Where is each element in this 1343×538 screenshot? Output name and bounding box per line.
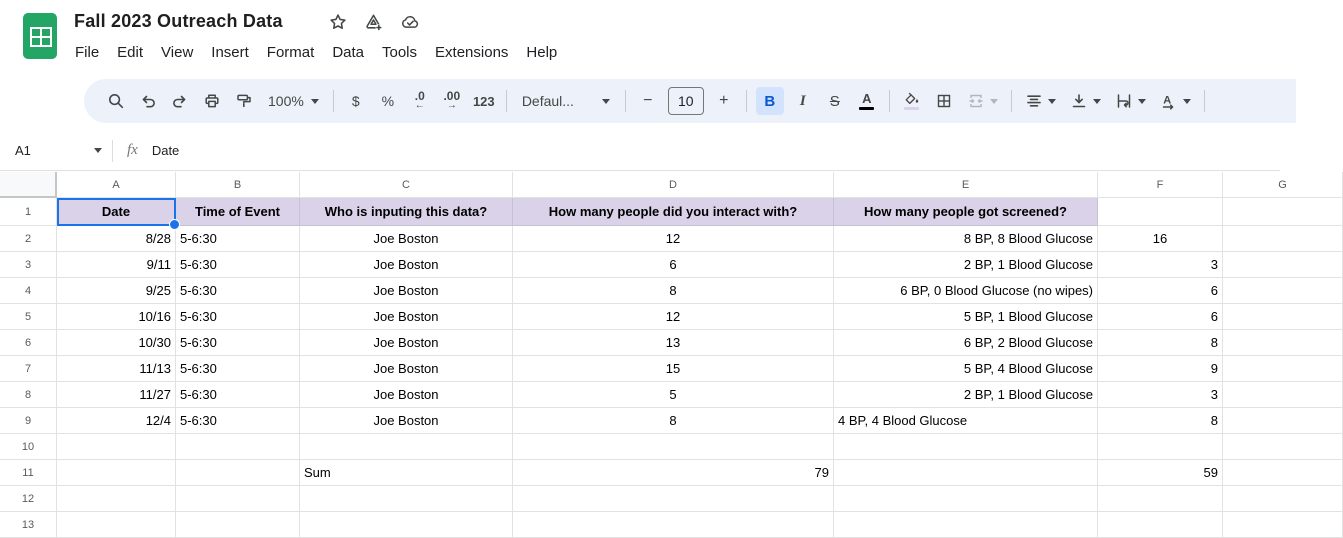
formula-bar xyxy=(0,131,1280,171)
cell-D5[interactable]: 12 xyxy=(513,304,834,330)
cell-E5[interactable]: 5 BP, 1 Blood Glucose xyxy=(834,304,1098,330)
cell-D13[interactable] xyxy=(513,512,834,538)
select-all-corner[interactable] xyxy=(0,172,57,198)
cell-D7[interactable]: 15 xyxy=(513,356,834,382)
cell-C9[interactable]: Joe Boston xyxy=(300,408,513,434)
row-header-12[interactable]: 12 xyxy=(0,486,57,512)
cell-A6[interactable]: 10/30 xyxy=(57,330,176,356)
paint-format-icon[interactable] xyxy=(231,87,257,115)
row-header-4[interactable]: 4 xyxy=(0,278,57,304)
more-formats-button[interactable]: 123 xyxy=(472,93,495,109)
menu-extensions[interactable]: Extensions xyxy=(435,44,509,61)
format-percent-button[interactable]: % xyxy=(381,93,395,109)
toolbar-divider xyxy=(889,90,890,112)
menu-data[interactable]: Data xyxy=(332,44,364,61)
toolbar-divider xyxy=(333,90,334,112)
cell-G6[interactable] xyxy=(1223,330,1343,356)
cell-C12[interactable] xyxy=(300,486,513,512)
cell-D10[interactable] xyxy=(513,434,834,460)
menu-format[interactable]: Format xyxy=(266,44,315,61)
merge-cells-button[interactable] xyxy=(963,87,1002,115)
cell-G7[interactable] xyxy=(1223,356,1343,382)
cell-F2[interactable]: 16 xyxy=(1098,226,1223,252)
cell-A12[interactable] xyxy=(57,486,176,512)
cell-A7[interactable]: 11/13 xyxy=(57,356,176,382)
cell-D2[interactable]: 12 xyxy=(513,226,834,252)
menu-bar xyxy=(66,42,566,63)
cell-F7[interactable]: 9 xyxy=(1098,356,1223,382)
chevron-down-icon xyxy=(1093,99,1101,104)
menu-file[interactable]: File xyxy=(75,44,100,61)
column-header-G[interactable]: G xyxy=(1223,172,1343,198)
cell-E10[interactable] xyxy=(834,434,1098,460)
text-rotation-button[interactable] xyxy=(1156,87,1195,115)
cell-G12[interactable] xyxy=(1223,486,1343,512)
cell-A8[interactable]: 11/27 xyxy=(57,382,176,408)
sheets-logo-grid xyxy=(30,27,52,47)
cell-F5[interactable]: 6 xyxy=(1098,304,1223,330)
increase-decimal-button[interactable]: .00 → xyxy=(443,89,461,111)
cell-B9[interactable]: 5-6:30 xyxy=(176,408,300,434)
borders-icon[interactable] xyxy=(931,87,957,115)
increase-font-size-button[interactable]: + xyxy=(719,92,729,109)
cell-D9[interactable]: 8 xyxy=(513,408,834,434)
spreadsheet-grid xyxy=(0,172,1287,531)
cell-A2[interactable]: 8/28 xyxy=(57,226,176,252)
cell-G8[interactable] xyxy=(1223,382,1343,408)
cell-C3[interactable]: Joe Boston xyxy=(300,252,513,278)
formula-input[interactable]: Date xyxy=(151,143,180,158)
chevron-down-icon xyxy=(990,99,998,104)
redo-icon[interactable] xyxy=(167,87,193,115)
menu-help[interactable]: Help xyxy=(526,44,558,61)
cell-E6[interactable]: 6 BP, 2 Blood Glucose xyxy=(834,330,1098,356)
cell-C10[interactable] xyxy=(300,434,513,460)
column-header-B[interactable]: B xyxy=(176,172,300,198)
strikethrough-button[interactable]: S xyxy=(829,92,840,110)
undo-icon[interactable] xyxy=(135,87,161,115)
name-box[interactable] xyxy=(0,131,112,170)
cell-F12[interactable] xyxy=(1098,486,1223,512)
cell-F9[interactable]: 8 xyxy=(1098,408,1223,434)
cell-G4[interactable] xyxy=(1223,278,1343,304)
cell-G9[interactable] xyxy=(1223,408,1343,434)
cell-F4[interactable]: 6 xyxy=(1098,278,1223,304)
cell-B13[interactable] xyxy=(176,512,300,538)
cell-E1[interactable]: How many people got screened? xyxy=(834,198,1098,226)
chevron-down-icon xyxy=(1183,99,1191,104)
text-wrap-button[interactable] xyxy=(1111,87,1150,115)
zoom-value: 100% xyxy=(268,93,304,109)
zoom-select[interactable] xyxy=(263,87,324,115)
toolbar xyxy=(84,79,1296,123)
cell-E8[interactable]: 2 BP, 1 Blood Glucose xyxy=(834,382,1098,408)
cell-D4[interactable]: 8 xyxy=(513,278,834,304)
cell-F10[interactable] xyxy=(1098,434,1223,460)
cell-A10[interactable] xyxy=(57,434,176,460)
cell-C4[interactable]: Joe Boston xyxy=(300,278,513,304)
cell-E11[interactable] xyxy=(834,460,1098,486)
search-icon[interactable] xyxy=(103,87,129,115)
print-icon[interactable] xyxy=(199,87,225,115)
font-select[interactable] xyxy=(516,87,616,115)
cell-D6[interactable]: 13 xyxy=(513,330,834,356)
row-header-5[interactable]: 5 xyxy=(0,304,57,330)
chevron-down-icon xyxy=(1138,99,1146,104)
cell-E3[interactable]: 2 BP, 1 Blood Glucose xyxy=(834,252,1098,278)
chevron-down-icon xyxy=(1048,99,1056,104)
toolbar-divider xyxy=(1204,90,1205,112)
cell-C11[interactable]: Sum xyxy=(300,460,513,486)
cell-G5[interactable] xyxy=(1223,304,1343,330)
row-header-2[interactable]: 2 xyxy=(0,226,57,252)
row-header-1[interactable]: 1 xyxy=(0,198,57,226)
cell-D12[interactable] xyxy=(513,486,834,512)
text-color-indicator xyxy=(859,107,874,110)
chevron-down-icon xyxy=(602,99,610,104)
cell-G3[interactable] xyxy=(1223,252,1343,278)
add-to-drive-icon[interactable] xyxy=(363,12,384,32)
row-header-7[interactable]: 7 xyxy=(0,356,57,382)
text-color-button[interactable]: A xyxy=(854,87,880,115)
column-header-A[interactable]: A xyxy=(57,172,176,198)
cell-E9[interactable]: 4 BP, 4 Blood Glucose xyxy=(834,408,1098,434)
cell-E4[interactable]: 6 BP, 0 Blood Glucose (no wipes) xyxy=(834,278,1098,304)
fx-icon: fx xyxy=(127,142,138,158)
cell-F11[interactable]: 59 xyxy=(1098,460,1223,486)
document-status-cloud-icon[interactable] xyxy=(399,12,421,32)
cell-C7[interactable]: Joe Boston xyxy=(300,356,513,382)
cell-A1[interactable]: Date xyxy=(57,198,176,226)
cell-D1[interactable]: How many people did you interact with? xyxy=(513,198,834,226)
font-size-input[interactable]: 10 xyxy=(668,87,704,115)
row-header-11[interactable]: 11 xyxy=(0,460,57,486)
column-header-E[interactable]: E xyxy=(834,172,1098,198)
cell-G13[interactable] xyxy=(1223,512,1343,538)
cell-reference: A1 xyxy=(15,143,31,158)
bold-button[interactable]: B xyxy=(756,87,784,115)
cell-E2[interactable]: 8 BP, 8 Blood Glucose xyxy=(834,226,1098,252)
cell-B8[interactable]: 5-6:30 xyxy=(176,382,300,408)
cell-B7[interactable]: 5-6:30 xyxy=(176,356,300,382)
cell-G10[interactable] xyxy=(1223,434,1343,460)
menu-edit[interactable]: Edit xyxy=(117,44,144,61)
cell-A5[interactable]: 10/16 xyxy=(57,304,176,330)
italic-button[interactable]: I xyxy=(799,92,806,109)
cell-F1[interactable] xyxy=(1098,198,1223,226)
cell-B6[interactable]: 5-6:30 xyxy=(176,330,300,356)
decrease-decimal-button[interactable]: .0 ← xyxy=(414,89,425,111)
row-header-13[interactable]: 13 xyxy=(0,512,57,538)
vertical-align-button[interactable] xyxy=(1066,87,1105,115)
cell-G2[interactable] xyxy=(1223,226,1343,252)
cell-E7[interactable]: 5 BP, 4 Blood Glucose xyxy=(834,356,1098,382)
cell-B1[interactable]: Time of Event xyxy=(176,198,300,226)
cell-F13[interactable] xyxy=(1098,512,1223,538)
cell-G11[interactable] xyxy=(1223,460,1343,486)
row-header-3[interactable]: 3 xyxy=(0,252,57,278)
menu-insert[interactable]: Insert xyxy=(211,44,249,61)
cell-A4[interactable]: 9/25 xyxy=(57,278,176,304)
fill-color-button[interactable] xyxy=(899,87,925,115)
cell-C5[interactable]: Joe Boston xyxy=(300,304,513,330)
formula-bar-divider xyxy=(112,140,113,162)
cell-B3[interactable]: 5-6:30 xyxy=(176,252,300,278)
cell-A9[interactable]: 12/4 xyxy=(57,408,176,434)
cell-A3[interactable]: 9/11 xyxy=(57,252,176,278)
horizontal-align-button[interactable] xyxy=(1021,87,1060,115)
column-header-C[interactable]: C xyxy=(300,172,513,198)
chevron-down-icon xyxy=(94,148,102,153)
cell-A11[interactable] xyxy=(57,460,176,486)
cell-A13[interactable] xyxy=(57,512,176,538)
cell-C1[interactable]: Who is inputing this data? xyxy=(300,198,513,226)
menu-view[interactable]: View xyxy=(161,44,194,61)
cell-C8[interactable]: Joe Boston xyxy=(300,382,513,408)
toolbar-divider xyxy=(506,90,507,112)
cell-B5[interactable]: 5-6:30 xyxy=(176,304,300,330)
cell-D3[interactable]: 6 xyxy=(513,252,834,278)
chevron-down-icon xyxy=(311,99,319,104)
cell-F8[interactable]: 3 xyxy=(1098,382,1223,408)
cell-B4[interactable]: 5-6:30 xyxy=(176,278,300,304)
column-header-D[interactable]: D xyxy=(513,172,834,198)
cell-D11[interactable]: 79 xyxy=(513,460,834,486)
cell-C6[interactable]: Joe Boston xyxy=(300,330,513,356)
sheets-logo[interactable] xyxy=(23,13,57,59)
cell-E13[interactable] xyxy=(834,512,1098,538)
format-currency-button[interactable]: $ xyxy=(351,93,360,109)
fill-color-indicator xyxy=(904,107,919,110)
decrease-font-size-button[interactable]: − xyxy=(643,92,653,109)
column-header-F[interactable]: F xyxy=(1098,172,1223,198)
cell-G1[interactable] xyxy=(1223,198,1343,226)
svg-text:A: A xyxy=(1163,94,1171,107)
menu-tools[interactable]: Tools xyxy=(382,44,418,61)
row-header-6[interactable]: 6 xyxy=(0,330,57,356)
cell-F3[interactable]: 3 xyxy=(1098,252,1223,278)
toolbar-divider xyxy=(746,90,747,112)
cell-D8[interactable]: 5 xyxy=(513,382,834,408)
row-header-10[interactable]: 10 xyxy=(0,434,57,460)
row-header-8[interactable]: 8 xyxy=(0,382,57,408)
cell-B11[interactable] xyxy=(176,460,300,486)
cell-B2[interactable]: 5-6:30 xyxy=(176,226,300,252)
star-icon[interactable] xyxy=(328,12,348,32)
font-name-value: Defaul... xyxy=(521,93,574,109)
cell-C2[interactable]: Joe Boston xyxy=(300,226,513,252)
cell-B10[interactable] xyxy=(176,434,300,460)
document-title[interactable]: Fall 2023 Outreach Data xyxy=(74,11,283,31)
cell-E12[interactable] xyxy=(834,486,1098,512)
toolbar-divider xyxy=(1011,90,1012,112)
toolbar-divider xyxy=(625,90,626,112)
row-header-9[interactable]: 9 xyxy=(0,408,57,434)
cell-C13[interactable] xyxy=(300,512,513,538)
cell-B12[interactable] xyxy=(176,486,300,512)
cell-F6[interactable]: 8 xyxy=(1098,330,1223,356)
